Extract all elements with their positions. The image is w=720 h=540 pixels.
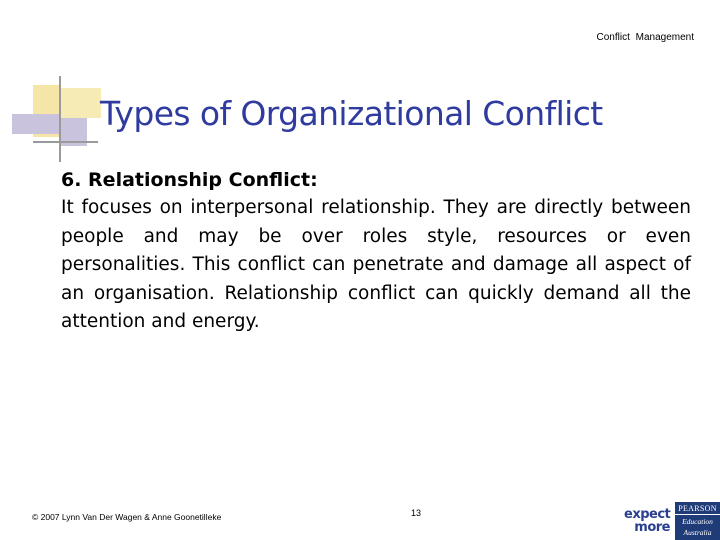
slide-body-text: It focuses on interpersonal relationship. They are directly between people and may be over roles style, resources or even personalities. This conflict can penetrate and damage all aspect of an organisation. Relationship conflict can quickly demand all the attention and energy. [61,197,691,332]
pearson-brand-text: PEARSON [675,504,720,515]
expect-more-logo [624,508,670,534]
slide-title: Types of Organizational Conflict [100,94,603,133]
header-topic: Conflict Management [596,32,694,43]
pearson-division-line1: Education [682,517,713,526]
slide-content [61,166,691,337]
expect-logo-line2: more [634,520,670,535]
pearson-division-line2: Australia [683,528,712,537]
footer-copyright: © 2007 Lynn Van Der Wagen & Anne Goonetilleke [32,512,222,522]
page-number: 13 [411,508,422,518]
expect-logo-line1: expect [624,507,671,522]
slide-subheading: 6. Relationship Conflict: [61,169,318,191]
decor-yellow-block-right [59,88,101,118]
decor-lavender-block [12,114,59,134]
pearson-logo [675,502,720,540]
decorative-squares [0,0,120,170]
